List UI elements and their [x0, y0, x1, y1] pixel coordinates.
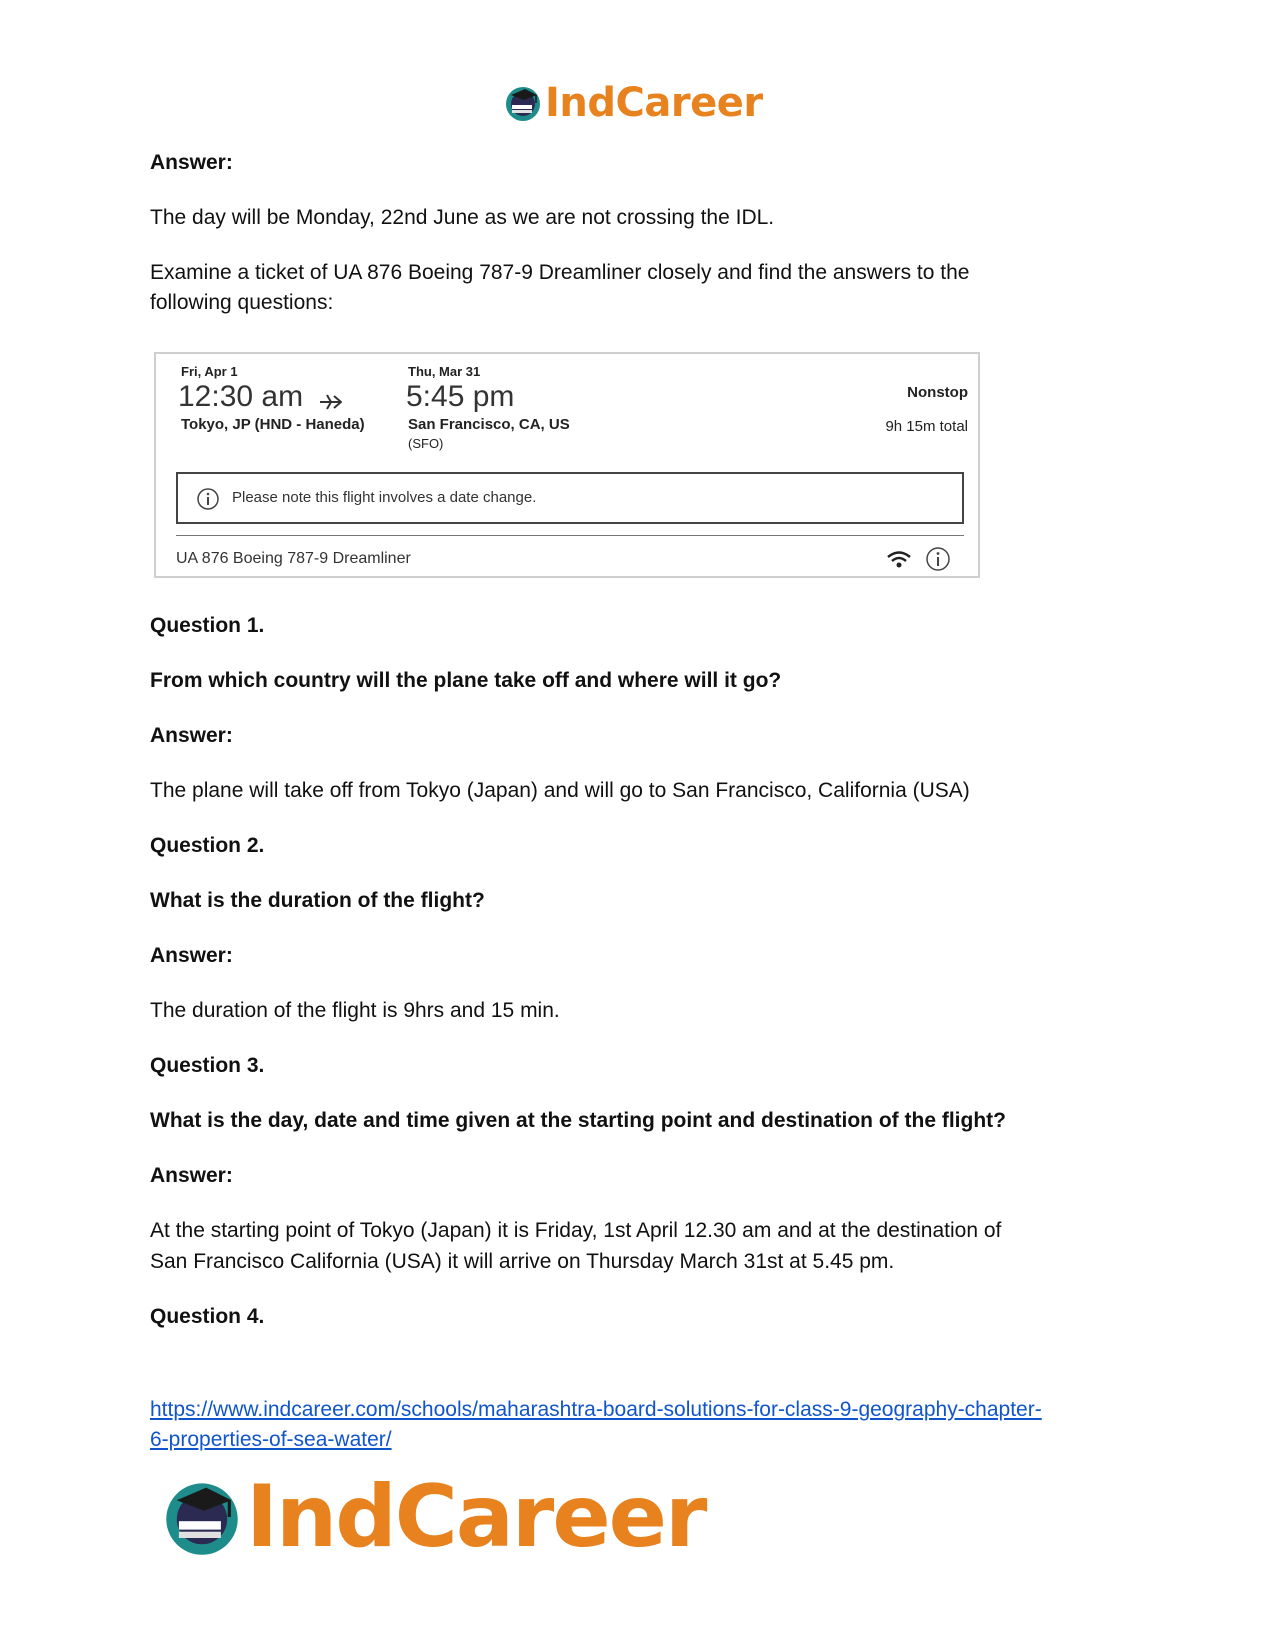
flight-ticket: [154, 352, 980, 578]
info-icon: [925, 546, 951, 572]
date-change-note: [176, 472, 964, 524]
graduation-cap-book-icon: [160, 1475, 244, 1559]
intro-text-line-2: following questions:: [150, 291, 334, 314]
answer-3-text-line-2: San Francisco California (USA) it will arrive on Thursday March 31st at 5.45 pm.: [150, 1250, 895, 1273]
arrive-date: Thu, Mar 31: [408, 364, 481, 379]
brand-name: IndCareer: [545, 80, 763, 126]
depart-city: Tokyo, JP (HND - Haneda): [181, 416, 365, 433]
answer-1-text: The plane will take off from Tokyo (Japan) and will go to San Francisco, California (USA): [150, 779, 970, 802]
duration-label: 9h 15m total: [885, 418, 968, 435]
depart-time: 12:30 am: [178, 380, 304, 413]
answer-label: Answer:: [150, 151, 233, 174]
answer-3-text-line-1: At the starting point of Tokyo (Japan) it is Friday, 1st April 12.30 am and at the destination of: [150, 1219, 1002, 1242]
question-1-text: From which country will the plane take off and where will it go?: [150, 669, 782, 692]
flight-name: UA 876 Boeing 787-9 Dreamliner: [176, 550, 411, 567]
question-1-label: Question 1.: [150, 614, 265, 637]
question-3-label: Question 3.: [150, 1054, 265, 1077]
arrive-city: San Francisco, CA, US: [408, 416, 570, 433]
arrive-code: (SFO): [408, 436, 444, 451]
divider: [176, 535, 964, 536]
arrive-time: 5:45 pm: [406, 380, 515, 413]
wifi-icon: [886, 549, 912, 569]
question-2-label: Question 2.: [150, 834, 265, 857]
brand-name: IndCareer: [246, 1467, 706, 1567]
note-text: Please note this flight involves a date change.: [232, 489, 537, 506]
answer-3-label: Answer:: [150, 1164, 233, 1187]
source-link-line-2[interactable]: 6-properties-of-sea-water/: [150, 1428, 392, 1451]
graduation-cap-book-icon: [503, 83, 543, 123]
question-3-text: What is the day, date and time given at the starting point and destination of the flight?: [150, 1109, 1006, 1132]
question-2-text: What is the duration of the flight?: [150, 889, 485, 912]
intro-text-line-1: Examine a ticket of UA 876 Boeing 787-9 Dreamliner closely and find the answers to the: [150, 261, 970, 284]
stops-label: Nonstop: [907, 384, 968, 401]
answer-2-label: Answer:: [150, 944, 233, 967]
info-icon: [196, 487, 220, 511]
airplane-icon: [318, 392, 344, 412]
footer-logo: [160, 1467, 706, 1567]
question-4-label: Question 4.: [150, 1305, 265, 1328]
answer-text: The day will be Monday, 22nd June as we are not crossing the IDL.: [150, 206, 775, 229]
depart-date: Fri, Apr 1: [181, 364, 238, 379]
source-link-line-1[interactable]: https://www.indcareer.com/schools/maharashtra-board-solutions-for-class-9-geography-chapter-: [150, 1398, 1042, 1421]
answer-2-text: The duration of the flight is 9hrs and 15 min.: [150, 999, 560, 1022]
answer-1-label: Answer:: [150, 724, 233, 747]
header-logo: [503, 78, 763, 128]
